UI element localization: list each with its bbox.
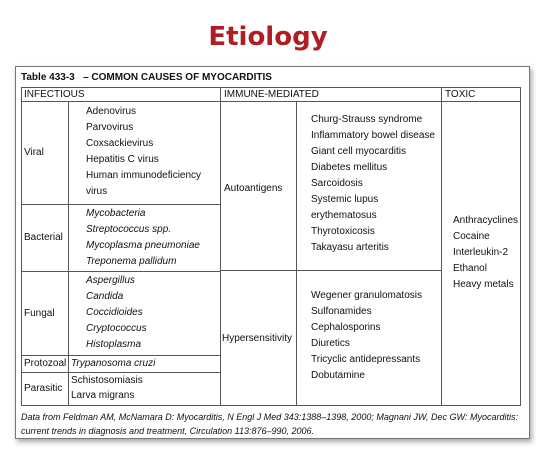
list-item: Diuretics <box>311 338 350 349</box>
rule <box>21 204 220 205</box>
bacterial-list <box>86 206 200 270</box>
header-toxic: TOXIC <box>445 89 476 100</box>
list-item: Aspergillus <box>86 275 135 286</box>
list-item: Sulfonamides <box>311 306 372 317</box>
list-item: Wegener granulomatosis <box>311 290 422 301</box>
viral-list <box>86 104 201 200</box>
list-item: Anthracyclines <box>453 215 519 226</box>
list-item: Dobutamine <box>311 370 365 381</box>
table-image <box>15 66 530 439</box>
list-item: Heavy metals <box>453 279 514 290</box>
list-item: Giant cell myocarditis <box>311 146 407 157</box>
list-item: Cocaine <box>453 231 490 242</box>
header-infectious: INFECTIOUS <box>24 89 85 100</box>
list-item: erythematosus <box>311 210 377 221</box>
list-item: Larva migrans <box>71 390 135 401</box>
category-hypersensitivity: Hypersensitivity <box>222 333 293 344</box>
list-item: Ethanol <box>453 263 487 274</box>
category-bacterial: Bacterial <box>24 232 63 243</box>
list-item: Inflammatory bowel disease <box>311 130 435 141</box>
rule <box>220 87 221 406</box>
list-item: Takayasu arteritis <box>311 242 389 253</box>
category-fungal: Fungal <box>24 308 55 319</box>
list-item: Churg-Strauss syndrome <box>311 114 423 125</box>
category-viral: Viral <box>24 147 44 158</box>
rule <box>68 101 69 405</box>
rule <box>296 101 297 405</box>
list-item: Mycoplasma pneumoniae <box>86 240 200 251</box>
list-item: Parvovirus <box>86 122 134 133</box>
list-item: Treponema pallidum <box>86 256 177 267</box>
list-item: Streptococcus spp. <box>86 224 172 235</box>
list-item: Histoplasma <box>86 339 142 350</box>
rule <box>21 87 22 406</box>
category-parasitic: Parasitic <box>24 383 63 394</box>
list-item: Sarcoidosis <box>311 178 363 189</box>
table-caption: Table 433-3 – COMMON CAUSES OF MYOCARDITIS <box>21 72 272 83</box>
rule <box>520 87 521 406</box>
hypersensitivity-list <box>311 288 422 384</box>
category-protozoal: Protozoal <box>24 358 67 369</box>
list-item: Tricyclic antidepressants <box>311 354 421 365</box>
list-item: Trypanosoma cruzi <box>71 358 156 369</box>
list-item: Cephalosporins <box>311 322 381 333</box>
rule <box>21 405 521 406</box>
header-immune-mediated: IMMUNE-MEDIATED <box>224 89 319 100</box>
list-item: Human immunodeficiency <box>86 170 202 181</box>
list-item: Coxsackievirus <box>86 138 154 149</box>
list-item: Interleukin-2 <box>453 247 509 258</box>
list-item: Schistosomiasis <box>71 375 143 386</box>
rule <box>441 87 442 406</box>
fungal-list <box>86 273 147 353</box>
list-item: Adenovirus <box>86 106 137 117</box>
causes-table <box>21 87 521 407</box>
rule <box>220 270 441 271</box>
list-item: virus <box>86 186 108 197</box>
toxic-list <box>453 213 518 293</box>
list-item: Coccidioides <box>86 307 143 318</box>
list-item: Systemic lupus <box>311 194 379 205</box>
slide-title: Etiology <box>208 22 328 52</box>
list-item: Candida <box>86 291 124 302</box>
autoantigens-list <box>311 112 435 256</box>
category-autoantigens: Autoantigens <box>224 183 283 194</box>
list-item: Cryptococcus <box>86 323 147 334</box>
list-item: Mycobacteria <box>86 208 146 219</box>
list-item: Hepatitis C virus <box>86 154 159 165</box>
list-item: Thyrotoxicosis <box>311 226 375 237</box>
list-item: Diabetes mellitus <box>311 162 388 173</box>
parasitic-list <box>71 373 143 403</box>
rule <box>21 271 220 272</box>
table-footnote: Data from Feldman AM, McNamara D: Myocarditis, N Engl J Med 343:1388–1398, 2000; Magnani JW, Dec GW: Myocarditis: current trends in diagnosis and treatment, Circulation 113:876–990, 2006. <box>21 412 519 436</box>
